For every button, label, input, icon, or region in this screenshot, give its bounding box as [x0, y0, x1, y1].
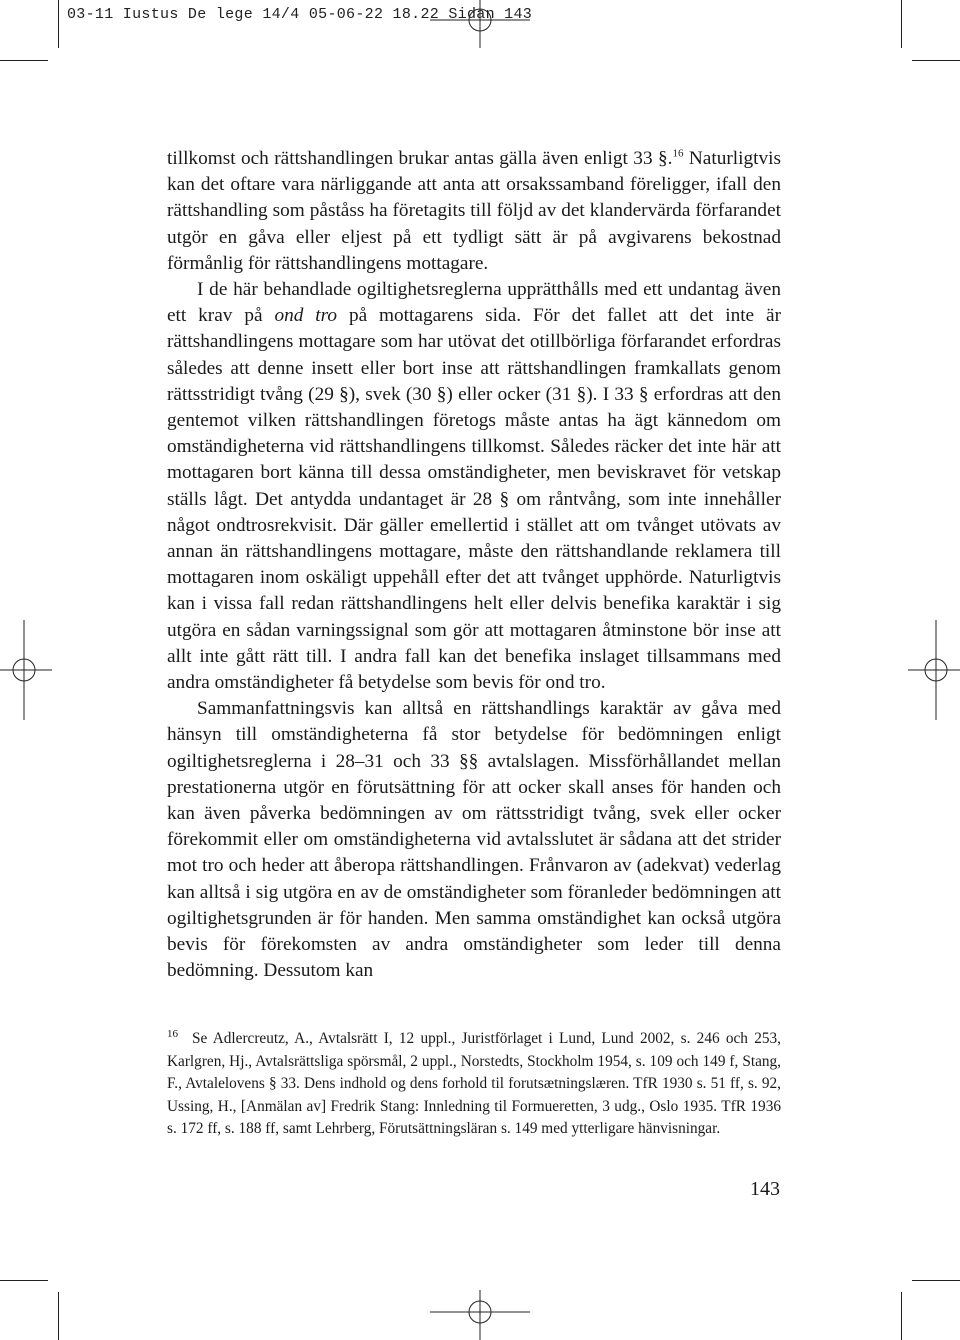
paragraph-1: tillkomst och rättshandlingen brukar antas gälla även enligt 33 §.$^{16}$ Naturligtvis kan det oftare vara närliggande att anta att orsakssamband föreligger, ifall den rättshandling som påståss ha företagits till följd av det klandervärda förfarandet utgör en gåva eller eljest på ett tydligt sätt är på avgivarens bekostnad förmånlig för rättshandlingens mottagare. [167, 147, 781, 274]
crop-mark-bl-v [58, 1292, 59, 1340]
crop-mark-tr-v [901, 0, 902, 48]
registration-mark-bottom [430, 1290, 530, 1340]
body-text [167, 146, 781, 985]
crop-mark-tl-v [58, 0, 59, 48]
footnote [167, 1028, 781, 1141]
crop-mark-bl-h [0, 1280, 48, 1281]
registration-mark-right [900, 620, 960, 720]
print-slug: 03-11 Iustus De lege 14/4 05-06-22 18.22 Sidan 143 [67, 6, 533, 23]
footnote-ref[interactable]: 16 [672, 147, 684, 160]
paragraph-2: I de här behandlade ogiltighetsreglerna upprätthålls med ett undantag även ett krav på ond tro på mottagarens sida. För det fallet att det inte är rättshandlingens mottagare som har utövat det otillbörliga förfarandet erfordras således att denne insett eller bort inse att rättshandlingen framkallats genom rättsstridigt tvång (29 §), svek (30 §) eller ocker (31 §). I 33 § erfordras att den gentemot vilken rättshandlingen företogs måste antas ha ägt kännedom om omständigheterna vid rättshandlingens tillkomst. Således räcker det inte här att mottagaren bort känna till dessa omständigheter, men beviskravet för vetskap ställs lågt. Det antydda undantaget är 28 § om råntvång, som inte innehåller något ondtrosrekvisit. Där gäller emellertid i stället att om tvånget utövats av annan än rättshandlingens mottagare, måste den rättshandlande reklamera till mottagaren inom oskäligt uppehåll efter det att tvånget upphörde. Naturligtvis kan i vissa fall redan rättshandlingens helt eller delvis benefika karaktär i sig utgöra en sådan varningssignal som gör att mottagaren åtminstone bör inse att allt inte gått rätt till. I andra fall kan det benefika inslaget tillsammans med andra omständigheter få betydelse som bevis för ond tro. [167, 279, 781, 694]
crop-mark-tr-h [912, 60, 960, 61]
registration-mark-left [0, 620, 60, 720]
page-number: 143 [750, 1178, 780, 1200]
crop-mark-br-v [901, 1292, 902, 1340]
crop-mark-br-h [912, 1280, 960, 1281]
footnote-number: 16 [167, 1027, 178, 1040]
paragraph-3: Sammanfattningsvis kan alltså en rättshandlings karaktär av gåva med hänsyn till omständigheterna få stor betydelse för bedömningen enligt ogiltighetsreglerna i 28–31 och 33 §§ avtalslagen. Missförhållandet mellan prestationerna utgör en förutsättning för att ocker skall anses för handen och kan även påverka bedömningen av om rättsstridigt tvång, svek eller ocker förekommit eller om omständigheterna vid avtalsslutet är sådana att det strider mot tro och heder att åberopa rättshandlingen. Frånvaron av (adekvat) vederlag kan alltså i sig utgöra en av de omständigheter som föranleder bedömningen att ogiltighetsgrunden är för handen. Men samma omständighet kan också utgöra bevis för förekomsten av andra omständigheter som leder till denna bedömning. Dessutom kan [167, 698, 781, 982]
crop-mark-tl-h [0, 60, 48, 61]
registration-mark-top [430, 0, 530, 48]
footnote-text: Se Adlercreutz, A., Avtalsrätt I, 12 uppl., Juristförlaget i Lund, Lund 2002, s. 246 och 253, Karlgren, Hj., Avtalsrättsliga spörsmål, 2 uppl., Norstedts, Stockholm 1954, s. 109 och 149 f, Stang, F., Avtalelovens § 33. Dens indhold og dens forhold til forutsætningslæren. TfR 1930 s. 51 ff, s. 92, Ussing, H., [Anmälan av] Fredrik Stang: Innledning til Formueretten, 3 udg., Oslo 1935. TfR 1936 s. 172 ff, s. 188 ff, samt Lehrberg, Förutsättningsläran s. 149 med ytterligare hänvisningar. [167, 1030, 781, 1137]
